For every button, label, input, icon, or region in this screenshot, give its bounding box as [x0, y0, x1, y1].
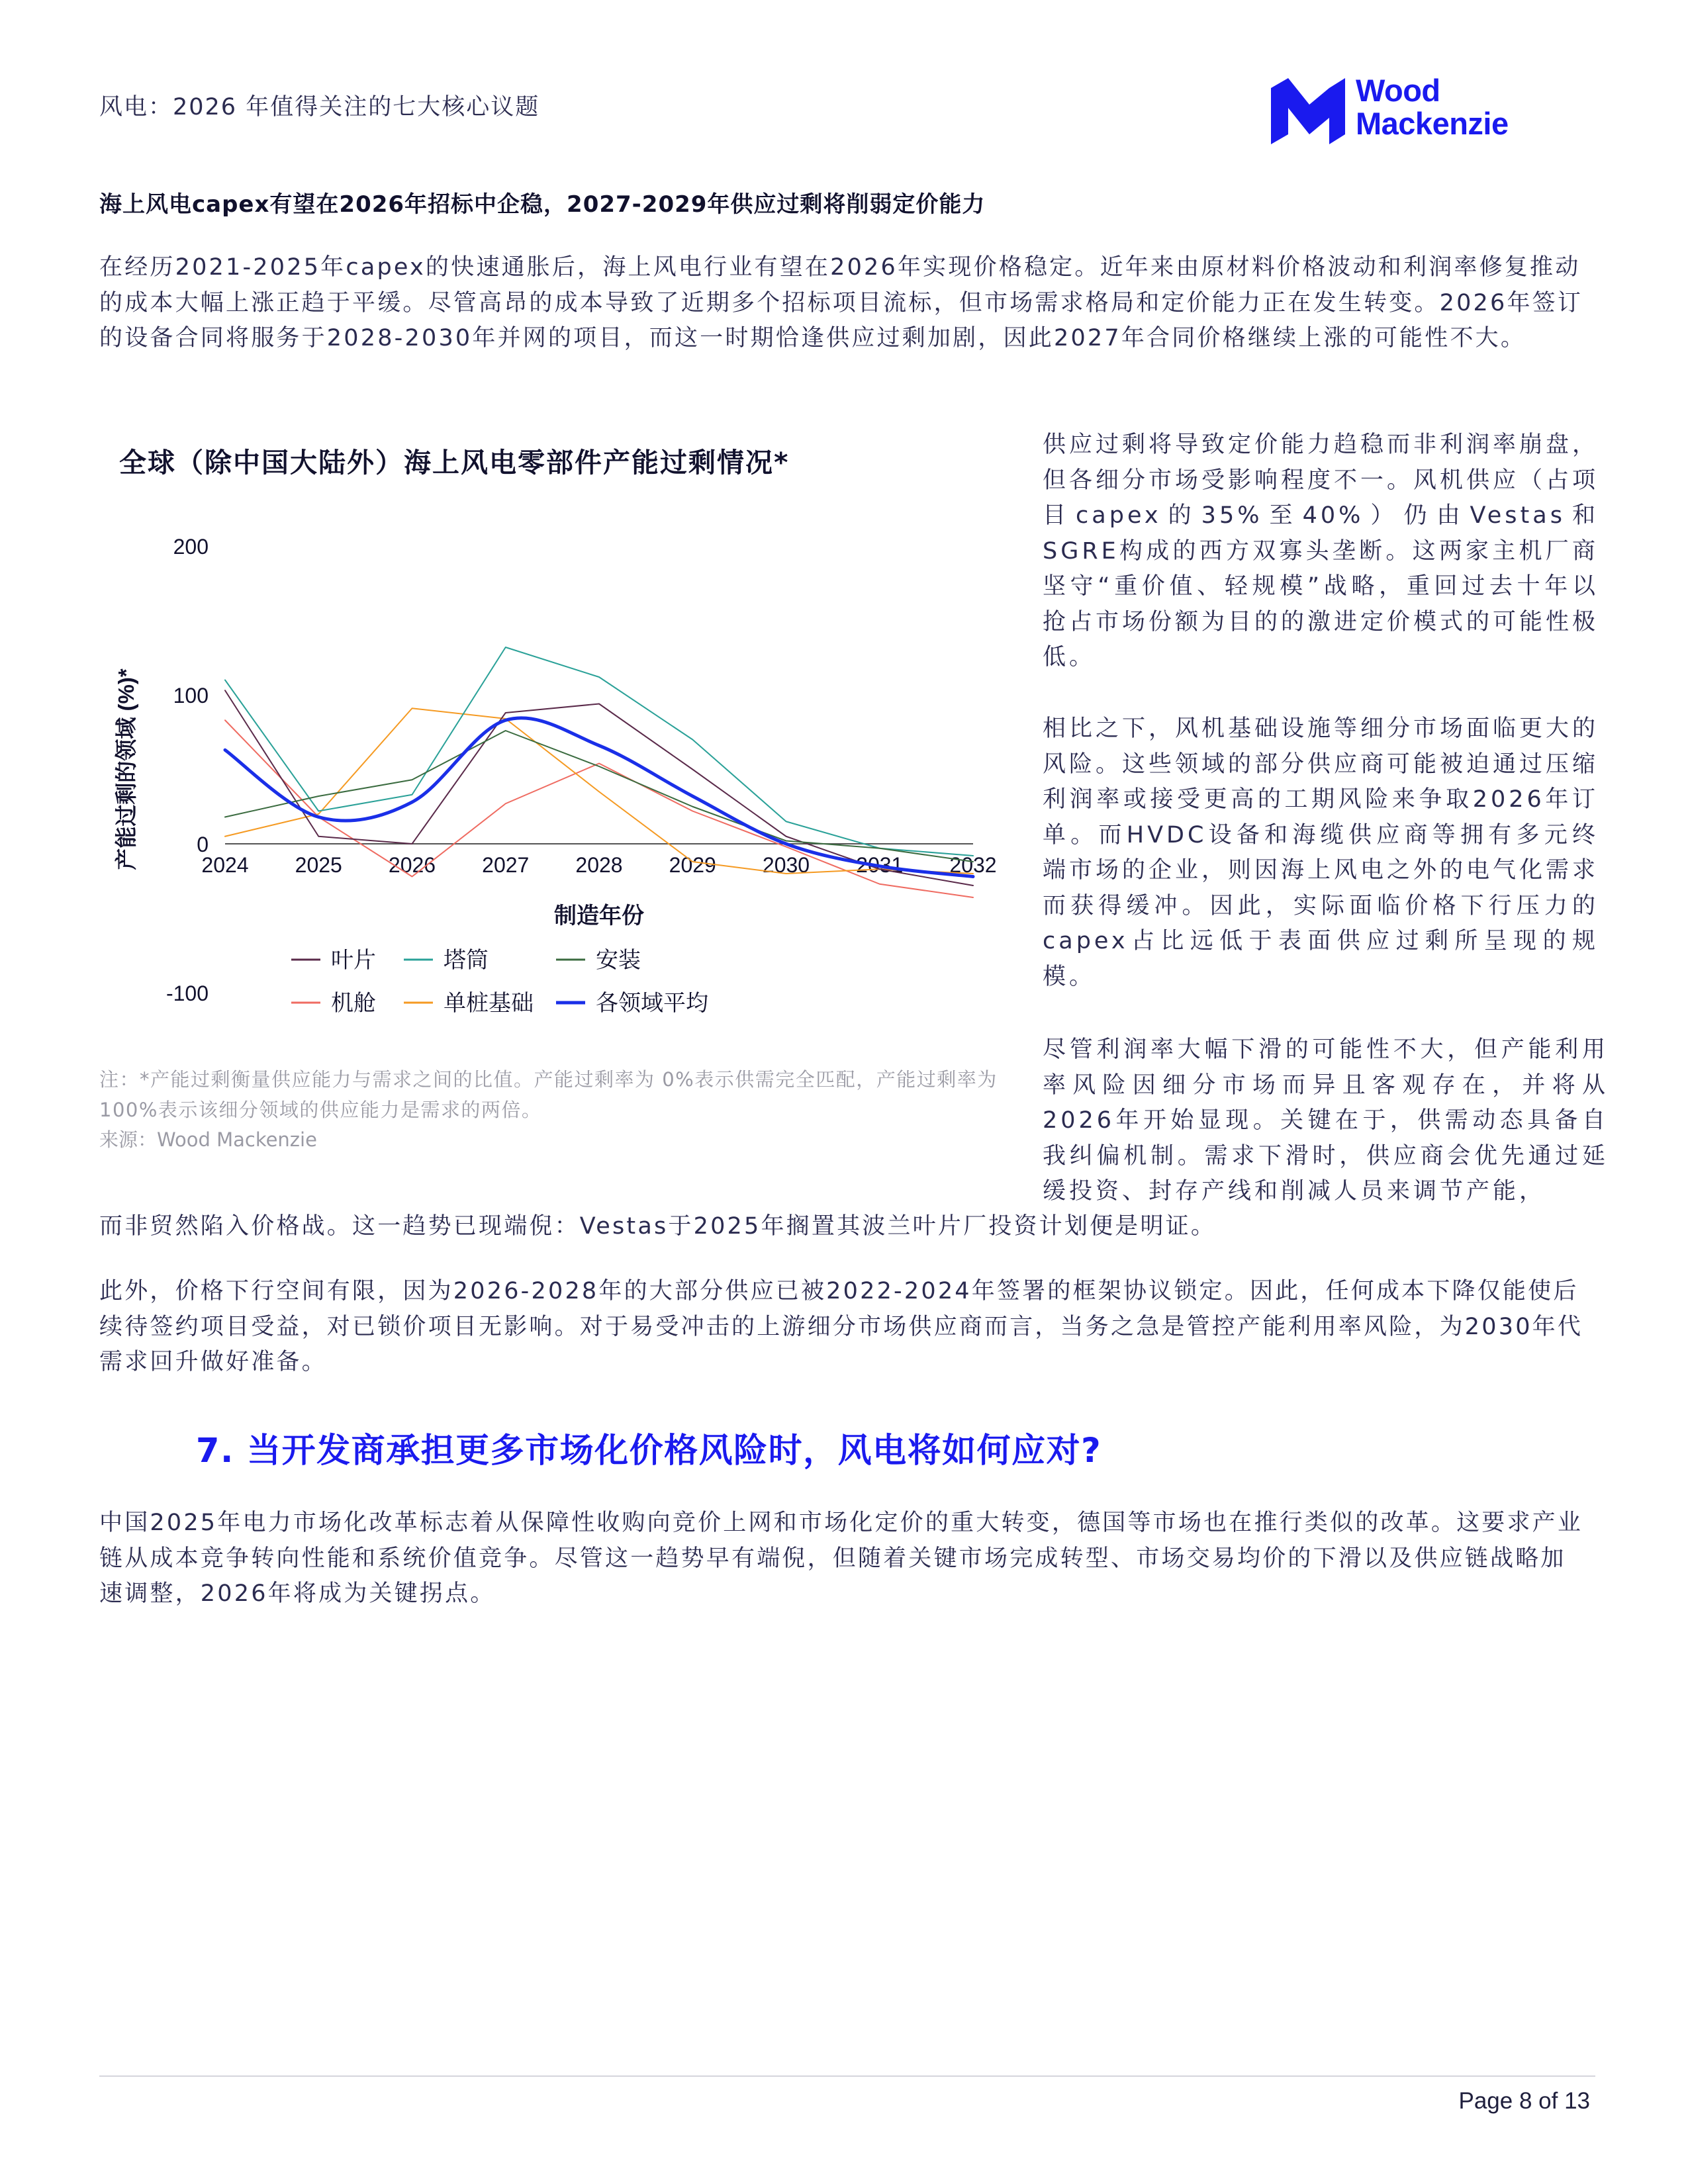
x-axis-title: 制造年份: [554, 903, 644, 929]
x-tick-label: 2029: [669, 853, 716, 877]
page-number: Page 8 of 13: [1458, 2088, 1590, 2114]
chart-footnote: 注：*产能过剩衡量供应能力与需求之间的比值。产能过剩率为 0%表示供需完全匹配，产能过剩率为 100%表示该细分领域的供应能力是需求的两倍。: [99, 1068, 998, 1121]
x-tick-label: 2032: [949, 853, 997, 877]
chart-source: 来源：Wood Mackenzie: [99, 1128, 317, 1151]
logo-mark-icon: [1271, 78, 1347, 144]
overcapacity-line-chart: [99, 516, 1026, 1032]
logo-wordmark: [1356, 74, 1509, 140]
legend-label: 单桩基础: [444, 991, 534, 1016]
y-tick-label: -100: [165, 981, 209, 1005]
intro-paragraph: 在经历2021-2025年capex的快速通胀后，海上风电行业有望在2026年实现价格稳定。近年来由原材料价格波动和利润率修复推动的成本大幅上涨正趋于平缓。尽管高昂的成本导致了近期多个招标项目流标，但市场需求格局和定价能力正在发生转变。2026年签订的设备合同将服务于2028-2030年并网的项目，而这一时期恰逢供应过剩加剧，因此2027年合同价格继续上涨的可能性不大。: [99, 254, 1583, 351]
footer-divider: [99, 2075, 1595, 2077]
sidebar-paragraph-2: 相比之下，风机基础设施等细分市场面临更大的风险。这些领域的部分供应商可能被迫通过压缩利润率或接受更高的工期风险来争取2026年订单。而HVDC设备和海缆供应商等拥有多元终端市场的企业，则因海上风电之外的电气化需求而获得缓冲。因此，实际面临价格下行压力的capex占比远低于表面供应过剩所呈现的规模。: [1043, 715, 1599, 990]
section-heading: 海上风电capex有望在2026年招标中企稳，2027-2029年供应过剩将削弱定价能力: [99, 191, 986, 218]
x-tick-label: 2030: [762, 853, 810, 877]
legend-label: 安装: [596, 948, 641, 973]
x-tick-label: 2025: [295, 853, 342, 877]
legend-label: 机舱: [331, 991, 376, 1016]
y-tick-label: 0: [197, 833, 209, 856]
legend-label: 各领域平均: [596, 991, 708, 1016]
y-tick-label: 200: [173, 535, 209, 559]
x-tick-label: 2031: [856, 853, 904, 877]
x-tick-label: 2027: [482, 853, 530, 877]
chart-title: 全球（除中国大陆外）海上风电零部件产能过剩情况*: [119, 447, 790, 478]
x-tick-label: 2028: [575, 853, 623, 877]
series-line-4: [225, 708, 973, 874]
sidebar-paragraph-3-continued: 而非贸然陷入价格战。这一趋势已现端倪：Vestas于2025年搁置其波兰叶片厂投资计划便是明证。: [99, 1213, 1217, 1240]
price-floor-paragraph: 此外，价格下行空间有限，因为2026-2028年的大部分供应已被2022-2024年签署的框架协议锁定。因此，任何成本下降仅能使后续待签约项目受益，对已锁价项目无影响。对于易受冲击的上游细分市场供应商而言，当务之急是管控产能利用率风险，为2030年代需求回升做好准备。: [99, 1278, 1583, 1375]
y-tick-label: 100: [173, 684, 209, 707]
running-header-title: 风电：2026 年值得关注的七大核心议题: [99, 94, 540, 120]
market-reform-paragraph: 中国2025年电力市场化改革标志着从保障性收购向竞价上网和市场化定价的重大转变，德国等市场也在推行类似的改革。这要求产业链从成本竞争转向性能和系统价值竞争。尽管这一趋势早有端倪，但随着关键市场完成转型、市场交易均价的下滑以及供应链战略加速调整，2026年将成为关键拐点。: [99, 1510, 1583, 1607]
x-tick-label: 2024: [201, 853, 249, 877]
sidebar-paragraph-1: 供应过剩将导致定价能力趋稳而非利润率崩盘，但各细分市场受影响程度不一。风机供应（占项目capex的35%至40%）仍由Vestas和SGRE构成的西方双寡头垄断。这两家主机厂商坚守“重价值、轻规模”战略，重回过去十年以抢占市场份额为目的的激进定价模式的可能性极低。: [1043, 432, 1599, 670]
sidebar-paragraph-3: 尽管利润率大幅下滑的可能性不大，但产能利用率风险因细分市场而异且客观存在，并将从2026年开始显现。关键在于，供需动态具备自我纠偏机制。需求下滑时，供应商会优先通过延缓投资、封存产线和削减人员来调节产能，: [1043, 1036, 1609, 1205]
legend-label: 叶片: [331, 948, 376, 973]
legend-label: 塔筒: [444, 948, 489, 973]
series-line-1: [225, 647, 973, 856]
logo-line-1: Wood: [1356, 73, 1440, 108]
section-7-heading: 7. 当开发商承担更多市场化价格风险时，风电将如何应对?: [196, 1432, 1102, 1471]
y-axis-title: 产能过剩的领域 (%)*: [114, 668, 138, 870]
logo-line-2: Mackenzie: [1356, 106, 1509, 141]
series-line-2: [225, 731, 973, 862]
x-tick-label: 2026: [388, 853, 436, 877]
